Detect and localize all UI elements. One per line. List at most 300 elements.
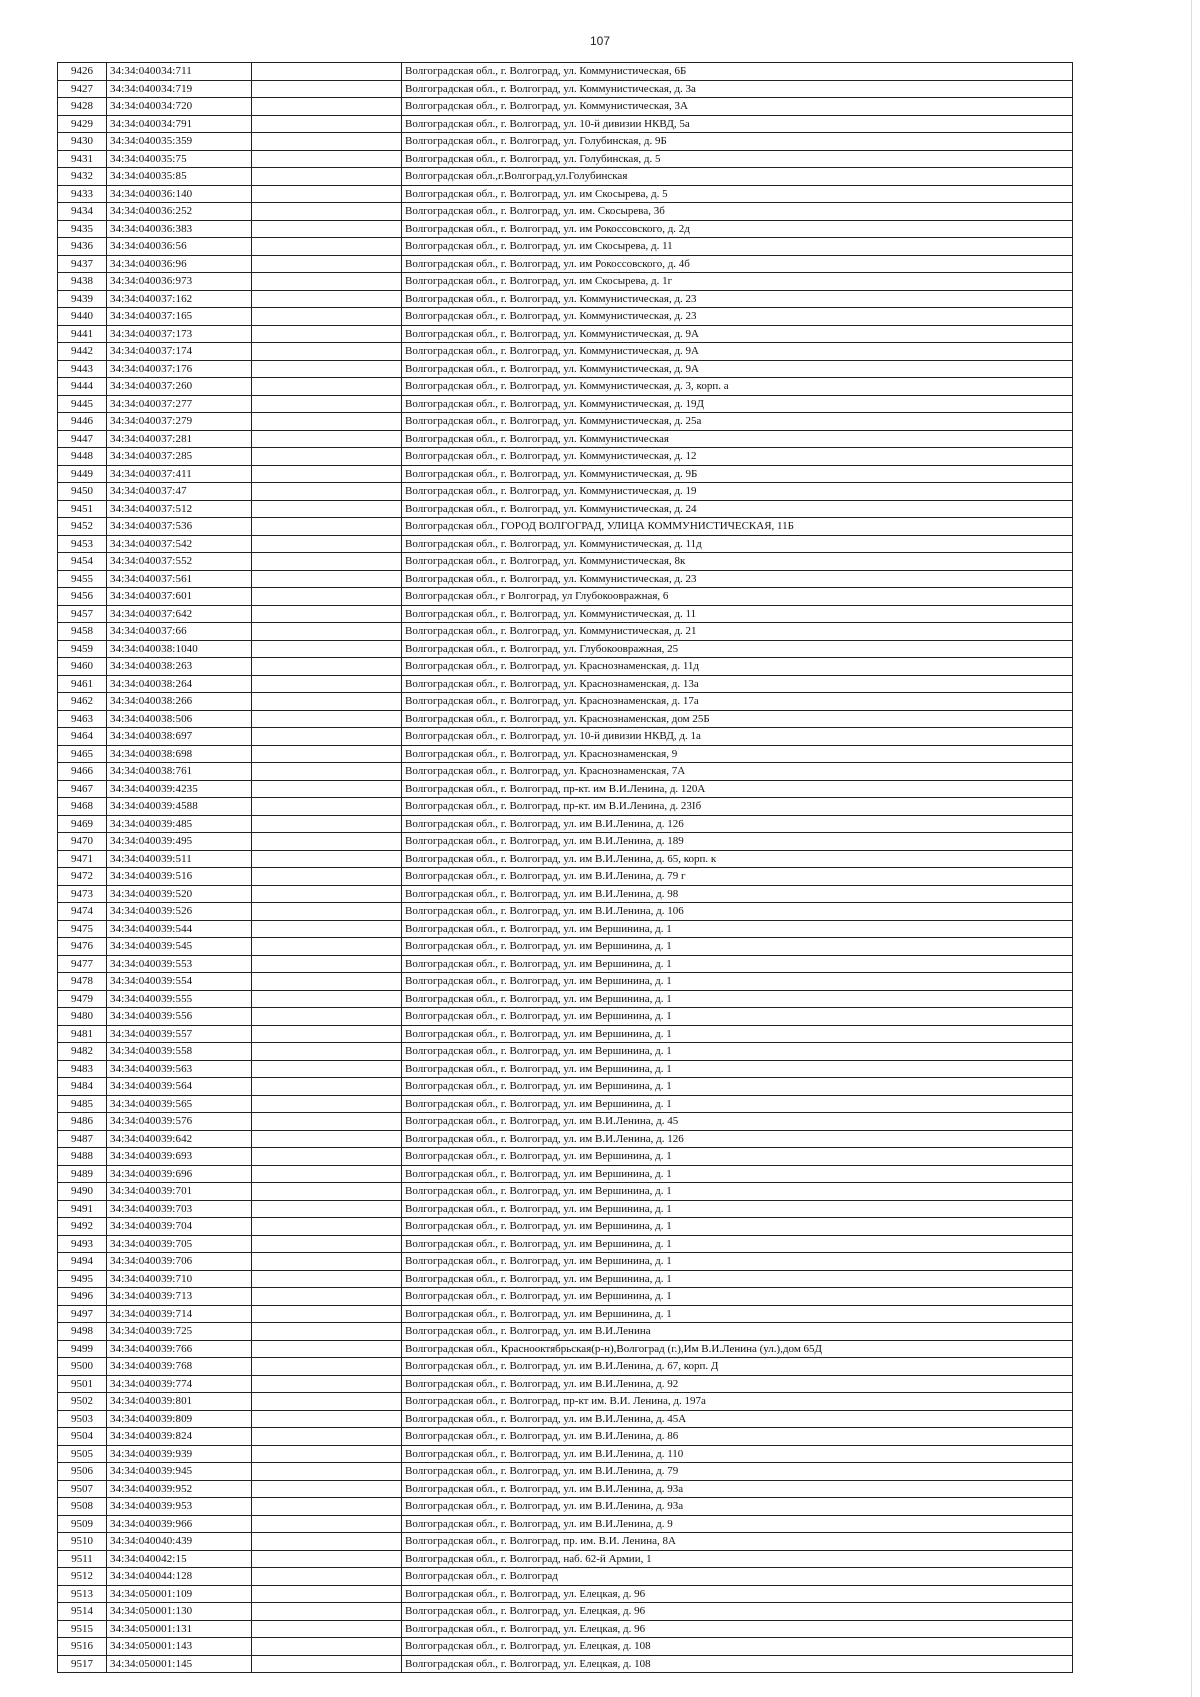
blank-cell xyxy=(252,1270,402,1288)
row-number-cell: 9489 xyxy=(58,1165,107,1183)
table-row xyxy=(58,1533,1073,1551)
blank-cell xyxy=(252,1218,402,1236)
row-number-cell: 9434 xyxy=(58,203,107,221)
blank-cell xyxy=(252,1358,402,1376)
table-row xyxy=(58,63,1073,81)
address-cell: Волгоградская обл., г. Волгоград, ул. им Вершинина, д. 1 xyxy=(402,1078,1073,1096)
blank-cell xyxy=(252,955,402,973)
blank-cell xyxy=(252,1078,402,1096)
row-number-cell: 9452 xyxy=(58,518,107,536)
cadastral-number-cell: 34:34:040038:698 xyxy=(107,745,252,763)
table-row xyxy=(58,903,1073,921)
address-cell: Волгоградская обл., г. Волгоград, ул. им Вершинина, д. 1 xyxy=(402,955,1073,973)
blank-cell xyxy=(252,1008,402,1026)
row-number-cell: 9470 xyxy=(58,833,107,851)
blank-cell xyxy=(252,535,402,553)
cadastral-number-cell: 34:34:040039:706 xyxy=(107,1253,252,1271)
cadastral-number-cell: 34:34:040039:939 xyxy=(107,1445,252,1463)
row-number-cell: 9433 xyxy=(58,185,107,203)
address-cell: Волгоградская обл., г. Волгоград, ул. Коммунистическая, д. 12 xyxy=(402,448,1073,466)
table-row xyxy=(58,728,1073,746)
blank-cell xyxy=(252,1410,402,1428)
cadastral-number-cell: 34:34:040037:260 xyxy=(107,378,252,396)
cadastral-number-cell: 34:34:040038:1040 xyxy=(107,640,252,658)
address-cell: Волгоградская обл., г. Волгоград, ул. Коммунистическая, д. 9Б xyxy=(402,465,1073,483)
row-number-cell: 9459 xyxy=(58,640,107,658)
cadastral-number-cell: 34:34:040039:952 xyxy=(107,1480,252,1498)
table-row xyxy=(58,1200,1073,1218)
table-row xyxy=(58,1515,1073,1533)
page-number: 107 xyxy=(589,34,611,48)
row-number-cell: 9479 xyxy=(58,990,107,1008)
table-row xyxy=(58,290,1073,308)
table-row xyxy=(58,80,1073,98)
row-number-cell: 9426 xyxy=(58,63,107,81)
cadastral-number-cell: 34:34:040039:576 xyxy=(107,1113,252,1131)
cadastral-number-cell: 34:34:040037:66 xyxy=(107,623,252,641)
row-number-cell: 9435 xyxy=(58,220,107,238)
address-cell: Волгоградская обл., г. Волгоград, ул. им Рокоссовского, д. 4б xyxy=(402,255,1073,273)
table-row xyxy=(58,1008,1073,1026)
table-row xyxy=(58,395,1073,413)
cadastral-number-cell: 34:34:040039:725 xyxy=(107,1323,252,1341)
blank-cell xyxy=(252,395,402,413)
row-number-cell: 9427 xyxy=(58,80,107,98)
cadastral-number-cell: 34:34:040037:411 xyxy=(107,465,252,483)
address-cell: Волгоградская обл., г. Волгоград, ул. Елецкая, д. 108 xyxy=(402,1655,1073,1673)
cadastral-number-cell: 34:34:040039:704 xyxy=(107,1218,252,1236)
blank-cell xyxy=(252,115,402,133)
table-row xyxy=(58,798,1073,816)
address-cell: Волгоградская обл., г. Волгоград, ул. Краснознаменская, дом 25Б xyxy=(402,710,1073,728)
row-number-cell: 9473 xyxy=(58,885,107,903)
cadastral-number-cell: 34:34:050001:109 xyxy=(107,1585,252,1603)
blank-cell xyxy=(252,728,402,746)
blank-cell xyxy=(252,1393,402,1411)
row-number-cell: 9481 xyxy=(58,1025,107,1043)
table-row xyxy=(58,833,1073,851)
address-cell: Волгоградская обл., г. Волгоград, ул. им В.И.Ленина, д. 79 xyxy=(402,1463,1073,1481)
table-row xyxy=(58,465,1073,483)
blank-cell xyxy=(252,920,402,938)
cadastral-number-cell: 34:34:040038:697 xyxy=(107,728,252,746)
address-cell: Волгоградская обл., г. Волгоград, ул. им Вершинина, д. 1 xyxy=(402,1148,1073,1166)
row-number-cell: 9507 xyxy=(58,1480,107,1498)
row-number-cell: 9464 xyxy=(58,728,107,746)
address-cell: Волгоградская обл., г Волгоград, ул Глубокоовражная, 6 xyxy=(402,588,1073,606)
table-row xyxy=(58,518,1073,536)
table-row xyxy=(58,1568,1073,1586)
table-row xyxy=(58,273,1073,291)
row-number-cell: 9438 xyxy=(58,273,107,291)
cadastral-number-cell: 34:34:040039:801 xyxy=(107,1393,252,1411)
table-row xyxy=(58,745,1073,763)
cadastral-number-cell: 34:34:040036:383 xyxy=(107,220,252,238)
row-number-cell: 9428 xyxy=(58,98,107,116)
cadastral-number-cell: 34:34:040039:693 xyxy=(107,1148,252,1166)
table-row xyxy=(58,1130,1073,1148)
cadastral-number-cell: 34:34:040039:553 xyxy=(107,955,252,973)
blank-cell xyxy=(252,1498,402,1516)
address-cell: Волгоградская обл., г. Волгоград, ул. Голубинская, д. 9Б xyxy=(402,133,1073,151)
blank-cell xyxy=(252,325,402,343)
row-number-cell: 9456 xyxy=(58,588,107,606)
table-row xyxy=(58,1025,1073,1043)
address-cell: Волгоградская обл., г. Волгоград, ул. им Вершинина, д. 1 xyxy=(402,973,1073,991)
blank-cell xyxy=(252,1515,402,1533)
row-number-cell: 9441 xyxy=(58,325,107,343)
address-cell: Волгоградская обл., г. Волгоград, ул. им Вершинина, д. 1 xyxy=(402,1305,1073,1323)
row-number-cell: 9482 xyxy=(58,1043,107,1061)
address-cell: Волгоградская обл., г. Волгоград, ул. им В.И.Ленина xyxy=(402,1323,1073,1341)
table-row xyxy=(58,1270,1073,1288)
blank-cell xyxy=(252,500,402,518)
blank-cell xyxy=(252,203,402,221)
cadastral-number-cell: 34:34:040037:285 xyxy=(107,448,252,466)
blank-cell xyxy=(252,780,402,798)
blank-cell xyxy=(252,1655,402,1673)
table-row xyxy=(58,1288,1073,1306)
table-row xyxy=(58,1148,1073,1166)
table-row xyxy=(58,1060,1073,1078)
cadastral-number-cell: 34:34:040039:824 xyxy=(107,1428,252,1446)
address-cell: Волгоградская обл., г. Волгоград, ул. им В.И.Ленина, д. 93а xyxy=(402,1498,1073,1516)
registry-table-body xyxy=(58,63,1073,1673)
row-number-cell: 9502 xyxy=(58,1393,107,1411)
address-cell: Волгоградская обл., г. Волгоград, ул. Елецкая, д. 96 xyxy=(402,1620,1073,1638)
row-number-cell: 9485 xyxy=(58,1095,107,1113)
blank-cell xyxy=(252,63,402,81)
row-number-cell: 9440 xyxy=(58,308,107,326)
blank-cell xyxy=(252,168,402,186)
blank-cell xyxy=(252,1445,402,1463)
cadastral-number-cell: 34:34:040037:173 xyxy=(107,325,252,343)
row-number-cell: 9432 xyxy=(58,168,107,186)
table-row xyxy=(58,693,1073,711)
row-number-cell: 9500 xyxy=(58,1358,107,1376)
address-cell: Волгоградская обл., г. Волгоград, ул. им В.И.Ленина, д. 106 xyxy=(402,903,1073,921)
row-number-cell: 9458 xyxy=(58,623,107,641)
blank-cell xyxy=(252,1568,402,1586)
blank-cell xyxy=(252,98,402,116)
table-row xyxy=(58,500,1073,518)
row-number-cell: 9512 xyxy=(58,1568,107,1586)
blank-cell xyxy=(252,588,402,606)
blank-cell xyxy=(252,570,402,588)
cadastral-number-cell: 34:34:040036:56 xyxy=(107,238,252,256)
table-row xyxy=(58,553,1073,571)
table-row xyxy=(58,1463,1073,1481)
address-cell: Волгоградская обл., г. Волгоград, ул. Коммунистическая, д. 9А xyxy=(402,360,1073,378)
blank-cell xyxy=(252,1060,402,1078)
cadastral-number-cell: 34:34:040039:558 xyxy=(107,1043,252,1061)
row-number-cell: 9443 xyxy=(58,360,107,378)
address-cell: Волгоградская обл., г. Волгоград, ул. им Вершинина, д. 1 xyxy=(402,1165,1073,1183)
cadastral-number-cell: 34:34:040039:516 xyxy=(107,868,252,886)
row-number-cell: 9442 xyxy=(58,343,107,361)
cadastral-number-cell: 34:34:040039:705 xyxy=(107,1235,252,1253)
table-row xyxy=(58,1480,1073,1498)
table-row xyxy=(58,1603,1073,1621)
cadastral-number-cell: 34:34:040039:520 xyxy=(107,885,252,903)
row-number-cell: 9504 xyxy=(58,1428,107,1446)
table-row xyxy=(58,1218,1073,1236)
blank-cell xyxy=(252,80,402,98)
address-cell: Волгоградская обл., г. Волгоград, ул. 10-й дивизии НКВД, 5а xyxy=(402,115,1073,133)
blank-cell xyxy=(252,868,402,886)
address-cell: Волгоградская обл., г. Волгоград, ул. им В.И.Ленина, д. 67, корп. Д xyxy=(402,1358,1073,1376)
row-number-cell: 9491 xyxy=(58,1200,107,1218)
blank-cell xyxy=(252,815,402,833)
address-cell: Волгоградская обл., г. Волгоград, ул. им В.И.Ленина, д. 45А xyxy=(402,1410,1073,1428)
address-cell: Волгоградская обл., г. Волгоград, ул. им В.И.Ленина, д. 189 xyxy=(402,833,1073,851)
row-number-cell: 9477 xyxy=(58,955,107,973)
row-number-cell: 9475 xyxy=(58,920,107,938)
address-cell: Волгоградская обл., г. Волгоград, ул. Коммунистическая, д. 9А xyxy=(402,325,1073,343)
cadastral-number-cell: 34:34:040037:174 xyxy=(107,343,252,361)
row-number-cell: 9455 xyxy=(58,570,107,588)
blank-cell xyxy=(252,623,402,641)
table-row xyxy=(58,1235,1073,1253)
cadastral-number-cell: 34:34:040039:555 xyxy=(107,990,252,1008)
table-row xyxy=(58,360,1073,378)
table-row xyxy=(58,885,1073,903)
blank-cell xyxy=(252,1235,402,1253)
cadastral-number-cell: 34:34:040039:953 xyxy=(107,1498,252,1516)
cadastral-number-cell: 34:34:040037:165 xyxy=(107,308,252,326)
address-cell: Волгоградская обл.,г.Волгоград,ул.Голубинская xyxy=(402,168,1073,186)
address-cell: Волгоградская обл., г. Волгоград, ул. Коммунистическая, д. 11 xyxy=(402,605,1073,623)
row-number-cell: 9516 xyxy=(58,1638,107,1656)
table-row xyxy=(58,850,1073,868)
blank-cell xyxy=(252,605,402,623)
address-cell: Волгоградская обл., г. Волгоград, ул. им Вершинина, д. 1 xyxy=(402,1043,1073,1061)
table-row xyxy=(58,1498,1073,1516)
registry-table xyxy=(57,62,1073,1673)
address-cell: Волгоградская обл., г. Волгоград, ул. им Вершинина, д. 1 xyxy=(402,1008,1073,1026)
blank-cell xyxy=(252,1620,402,1638)
cadastral-number-cell: 34:34:050001:130 xyxy=(107,1603,252,1621)
blank-cell xyxy=(252,710,402,728)
row-number-cell: 9494 xyxy=(58,1253,107,1271)
table-row xyxy=(58,1620,1073,1638)
row-number-cell: 9496 xyxy=(58,1288,107,1306)
blank-cell xyxy=(252,1340,402,1358)
row-number-cell: 9453 xyxy=(58,535,107,553)
table-row xyxy=(58,308,1073,326)
address-cell: Волгоградская обл., г. Волгоград, ул. им В.И.Ленина, д. 45 xyxy=(402,1113,1073,1131)
row-number-cell: 9503 xyxy=(58,1410,107,1428)
blank-cell xyxy=(252,308,402,326)
table-row xyxy=(58,1113,1073,1131)
blank-cell xyxy=(252,1288,402,1306)
table-row xyxy=(58,1078,1073,1096)
row-number-cell: 9514 xyxy=(58,1603,107,1621)
blank-cell xyxy=(252,1165,402,1183)
blank-cell xyxy=(252,1095,402,1113)
row-number-cell: 9498 xyxy=(58,1323,107,1341)
table-row xyxy=(58,815,1073,833)
row-number-cell: 9493 xyxy=(58,1235,107,1253)
address-cell: Волгоградская обл., г. Волгоград, ул. им В.И.Ленина, д. 126 xyxy=(402,815,1073,833)
blank-cell xyxy=(252,290,402,308)
cadastral-number-cell: 34:34:040039:4235 xyxy=(107,780,252,798)
table-row xyxy=(58,1655,1073,1673)
blank-cell xyxy=(252,1113,402,1131)
row-number-cell: 9446 xyxy=(58,413,107,431)
address-cell: Волгоградская обл., г. Волгоград, пр-кт. им В.И.Ленина, д. 120А xyxy=(402,780,1073,798)
blank-cell xyxy=(252,903,402,921)
cadastral-number-cell: 34:34:040039:565 xyxy=(107,1095,252,1113)
row-number-cell: 9478 xyxy=(58,973,107,991)
cadastral-number-cell: 34:34:040039:642 xyxy=(107,1130,252,1148)
cadastral-number-cell: 34:34:040037:176 xyxy=(107,360,252,378)
cadastral-number-cell: 34:34:040037:542 xyxy=(107,535,252,553)
cadastral-number-cell: 34:34:040039:554 xyxy=(107,973,252,991)
address-cell: Волгоградская обл., г. Волгоград, ул. им Вершинина, д. 1 xyxy=(402,1025,1073,1043)
row-number-cell: 9448 xyxy=(58,448,107,466)
blank-cell xyxy=(252,238,402,256)
blank-cell xyxy=(252,1043,402,1061)
blank-cell xyxy=(252,343,402,361)
blank-cell xyxy=(252,763,402,781)
table-row xyxy=(58,255,1073,273)
blank-cell xyxy=(252,185,402,203)
address-cell: Волгоградская обл., г. Волгоград, ул. им Вершинина, д. 1 xyxy=(402,1253,1073,1271)
table-row xyxy=(58,1375,1073,1393)
cadastral-number-cell: 34:34:040037:552 xyxy=(107,553,252,571)
cadastral-number-cell: 34:34:040037:279 xyxy=(107,413,252,431)
blank-cell xyxy=(252,1428,402,1446)
table-row xyxy=(58,1445,1073,1463)
address-cell: Волгоградская обл., г. Волгоград, ул. Коммунистическая, 3А xyxy=(402,98,1073,116)
cadastral-number-cell: 34:34:040039:511 xyxy=(107,850,252,868)
table-row xyxy=(58,1393,1073,1411)
blank-cell xyxy=(252,448,402,466)
address-cell: Волгоградская обл., г. Волгоград, ул. Коммунистическая, д. 23 xyxy=(402,570,1073,588)
blank-cell xyxy=(252,220,402,238)
row-number-cell: 9429 xyxy=(58,115,107,133)
address-cell: Волгоградская обл., г. Волгоград, ул. им Вершинина, д. 1 xyxy=(402,1200,1073,1218)
row-number-cell: 9497 xyxy=(58,1305,107,1323)
table-row xyxy=(58,640,1073,658)
blank-cell xyxy=(252,693,402,711)
row-number-cell: 9430 xyxy=(58,133,107,151)
cadastral-number-cell: 34:34:040039:701 xyxy=(107,1183,252,1201)
blank-cell xyxy=(252,1638,402,1656)
address-cell: Волгоградская обл., г. Волгоград, пр. им. В.И. Ленина, 8А xyxy=(402,1533,1073,1551)
blank-cell xyxy=(252,465,402,483)
blank-cell xyxy=(252,1148,402,1166)
address-cell: Волгоградская обл., г. Волгоград, пр-кт. им В.И.Ленина, д. 23Іб xyxy=(402,798,1073,816)
table-row xyxy=(58,115,1073,133)
row-number-cell: 9510 xyxy=(58,1533,107,1551)
table-row xyxy=(58,1410,1073,1428)
cadastral-number-cell: 34:34:040036:140 xyxy=(107,185,252,203)
address-cell: Волгоградская обл., ГОРОД ВОЛГОГРАД, УЛИЦА КОММУНИСТИЧЕСКАЯ, 11Б xyxy=(402,518,1073,536)
blank-cell xyxy=(252,483,402,501)
address-cell: Волгоградская обл., г. Волгоград, ул. им В.И.Ленина, д. 9 xyxy=(402,1515,1073,1533)
row-number-cell: 9474 xyxy=(58,903,107,921)
address-cell: Волгоградская обл., г. Волгоград, ул. им Рокоссовского, д. 2д xyxy=(402,220,1073,238)
cadastral-number-cell: 34:34:040040:439 xyxy=(107,1533,252,1551)
table-row xyxy=(58,98,1073,116)
blank-cell xyxy=(252,1533,402,1551)
blank-cell xyxy=(252,150,402,168)
cadastral-number-cell: 34:34:040039:4588 xyxy=(107,798,252,816)
address-cell: Волгоградская обл., г. Волгоград, ул. Краснознаменская, 7А xyxy=(402,763,1073,781)
cadastral-number-cell: 34:34:040039:544 xyxy=(107,920,252,938)
address-cell: Волгоградская обл., г. Волгоград, ул. им Вершинина, д. 1 xyxy=(402,1095,1073,1113)
blank-cell xyxy=(252,360,402,378)
table-row xyxy=(58,325,1073,343)
table-row xyxy=(58,710,1073,728)
table-row xyxy=(58,203,1073,221)
row-number-cell: 9466 xyxy=(58,763,107,781)
cadastral-number-cell: 34:34:040036:973 xyxy=(107,273,252,291)
address-cell: Волгоградская обл., г. Волгоград, ул. им В.И.Ленина, д. 79 г xyxy=(402,868,1073,886)
cadastral-number-cell: 34:34:040039:714 xyxy=(107,1305,252,1323)
cadastral-number-cell: 34:34:040038:264 xyxy=(107,675,252,693)
cadastral-number-cell: 34:34:040039:945 xyxy=(107,1463,252,1481)
row-number-cell: 9490 xyxy=(58,1183,107,1201)
row-number-cell: 9488 xyxy=(58,1148,107,1166)
address-cell: Волгоградская обл., г. Волгоград, ул. Коммунистическая, д. 23 xyxy=(402,308,1073,326)
table-row xyxy=(58,658,1073,676)
table-row xyxy=(58,168,1073,186)
row-number-cell: 9461 xyxy=(58,675,107,693)
cadastral-number-cell: 34:34:040035:75 xyxy=(107,150,252,168)
address-cell: Волгоградская обл., г. Волгоград, ул. им Вершинина, д. 1 xyxy=(402,1270,1073,1288)
address-cell: Волгоградская обл., г. Волгоград, ул. Коммунистическая, 6Б xyxy=(402,63,1073,81)
address-cell: Волгоградская обл., г. Волгоград, ул. Коммунистическая, д. 3а xyxy=(402,80,1073,98)
table-row xyxy=(58,1638,1073,1656)
cadastral-number-cell: 34:34:040039:495 xyxy=(107,833,252,851)
blank-cell xyxy=(252,990,402,1008)
address-cell: Волгоградская обл., г. Волгоград, ул. им. Скосырева, 3б xyxy=(402,203,1073,221)
address-cell: Волгоградская обл., г. Волгоград, ул. Коммунистическая, д. 19Д xyxy=(402,395,1073,413)
row-number-cell: 9515 xyxy=(58,1620,107,1638)
address-cell: Волгоградская обл., г. Волгоград, ул. 10-й дивизии НКВД, д. 1а xyxy=(402,728,1073,746)
table-row xyxy=(58,483,1073,501)
row-number-cell: 9472 xyxy=(58,868,107,886)
blank-cell xyxy=(252,1550,402,1568)
cadastral-number-cell: 34:34:040035:359 xyxy=(107,133,252,151)
blank-cell xyxy=(252,518,402,536)
row-number-cell: 9447 xyxy=(58,430,107,448)
table-row xyxy=(58,1358,1073,1376)
address-cell: Волгоградская обл., г. Волгоград, ул. им Вершинина, д. 1 xyxy=(402,1288,1073,1306)
blank-cell xyxy=(252,430,402,448)
blank-cell xyxy=(252,1253,402,1271)
table-row xyxy=(58,1323,1073,1341)
address-cell: Волгоградская обл., г. Волгоград xyxy=(402,1568,1073,1586)
address-cell: Волгоградская обл., г. Волгоград, ул. им Вершинина, д. 1 xyxy=(402,1235,1073,1253)
table-row xyxy=(58,920,1073,938)
cadastral-number-cell: 34:34:040038:266 xyxy=(107,693,252,711)
row-number-cell: 9450 xyxy=(58,483,107,501)
address-cell: Волгоградская обл., г. Волгоград, ул. им В.И.Ленина, д. 86 xyxy=(402,1428,1073,1446)
row-number-cell: 9437 xyxy=(58,255,107,273)
row-number-cell: 9509 xyxy=(58,1515,107,1533)
blank-cell xyxy=(252,833,402,851)
blank-cell xyxy=(252,1323,402,1341)
address-cell: Волгоградская обл., г. Волгоград, ул. им Скосырева, д. 11 xyxy=(402,238,1073,256)
cadastral-number-cell: 34:34:040034:720 xyxy=(107,98,252,116)
row-number-cell: 9501 xyxy=(58,1375,107,1393)
row-number-cell: 9465 xyxy=(58,745,107,763)
cadastral-number-cell: 34:34:040044:128 xyxy=(107,1568,252,1586)
